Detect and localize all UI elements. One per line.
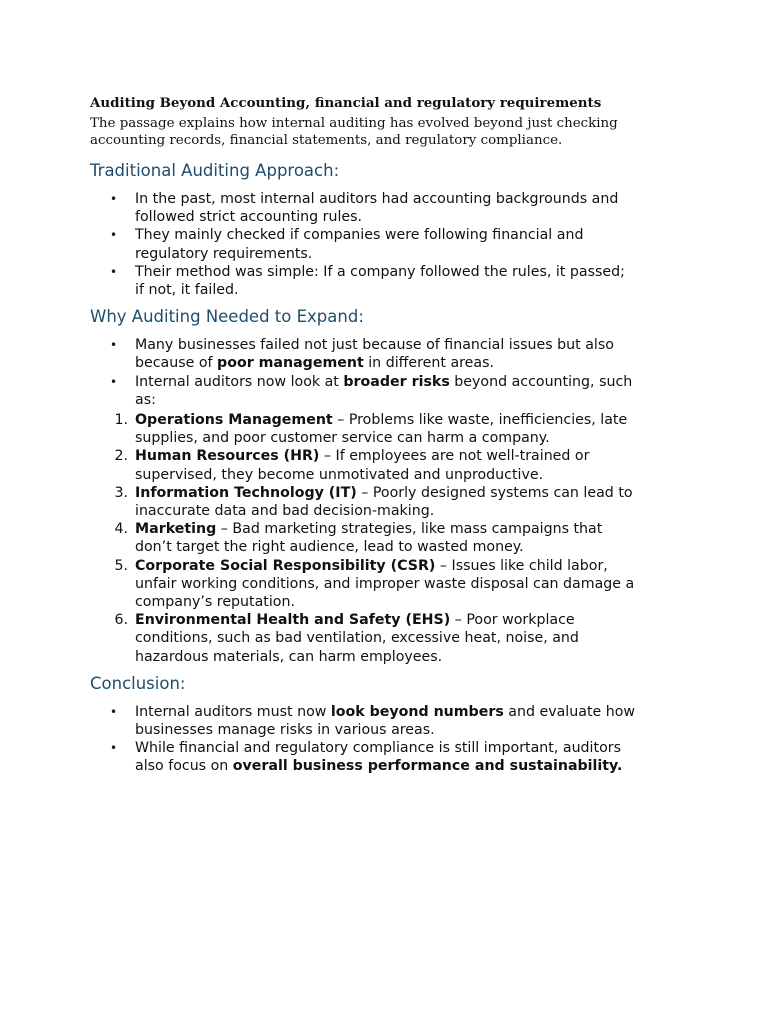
bullet-icon: •: [110, 741, 118, 756]
list-item-text-after: beyond accounting, such as:: [135, 373, 633, 408]
traditional-bullet-list: [90, 190, 635, 299]
risk-area-description: – Bad marketing strategies, like mass campaigns that don’t target the right audience, lead to wasted money.: [135, 521, 603, 556]
list-item: [90, 190, 635, 226]
risk-area-description: – If employees are not well-trained or supervised, they become unmotivated and unproductive.: [135, 448, 590, 483]
risk-area-term: Operations Management: [135, 412, 333, 429]
list-item: [90, 520, 635, 556]
risk-area-description: – Problems like waste, inefficiencies, late supplies, and poor customer service can harm a company.: [135, 412, 628, 447]
list-number: 1.: [114, 412, 128, 429]
bullet-icon: •: [110, 704, 118, 719]
list-number: 5.: [114, 557, 128, 574]
why-bullet-list: [90, 336, 635, 409]
list-item: [90, 557, 635, 612]
bullet-icon: •: [110, 338, 118, 353]
risk-area-term: Corporate Social Responsibility (CSR): [135, 557, 436, 574]
list-item-emphasis: poor management: [217, 355, 364, 372]
conclusion-bullet-list: [90, 703, 635, 776]
list-number: 6.: [114, 612, 128, 629]
list-item-emphasis: overall business performance and sustainability.: [232, 758, 623, 775]
list-item-emphasis: broader risks: [343, 373, 450, 390]
risk-area-term: Information Technology (IT): [135, 484, 357, 501]
risk-area-description: – Issues like child labor, unfair working conditions, and improper waste disposal can damage a company’s reputation.: [135, 557, 635, 611]
risk-area-description: – Poorly designed systems can lead to inaccurate data and bad decision-making.: [135, 484, 633, 520]
list-item-emphasis: look beyond numbers: [330, 703, 504, 720]
list-item-text-after: in different areas.: [363, 355, 494, 372]
bullet-icon: •: [110, 228, 118, 243]
list-item-text: In the past, most internal auditors had accounting backgrounds and followed strict accounting rules.: [135, 191, 619, 226]
document-page: [90, 94, 690, 776]
list-item-text-before: Internal auditors must now: [135, 703, 331, 720]
list-number: 3.: [114, 484, 128, 501]
risk-areas-list: [90, 411, 635, 666]
list-item-text-before: While financial and regulatory compliance is still important, auditors also focus on: [135, 740, 621, 775]
list-item: [90, 703, 635, 739]
list-number: 2.: [114, 448, 128, 465]
list-item: [90, 611, 635, 666]
bullet-icon: •: [110, 374, 118, 389]
bullet-icon: •: [110, 264, 118, 279]
risk-area-description: – Poor workplace conditions, such as bad ventilation, excessive heat, noise, and hazardous materials, can harm employees.: [135, 612, 579, 665]
document-title: Auditing Beyond Accounting, financial and regulatory requirements: [90, 95, 602, 111]
risk-area-term: Environmental Health and Safety (EHS): [135, 612, 451, 629]
list-item-text: They mainly checked if companies were following financial and regulatory requirements.: [135, 227, 584, 262]
list-item: [90, 739, 635, 775]
list-item-text: Their method was simple: If a company followed the rules, it passed; if not, it failed.: [135, 263, 625, 299]
list-item-text-before: Internal auditors now look at: [135, 373, 344, 390]
list-number: 4.: [114, 521, 128, 538]
section-heading-traditional: Traditional Auditing Approach:: [90, 161, 340, 180]
list-item: [90, 336, 635, 372]
document-intro: The passage explains how internal auditing has evolved beyond just checking accounting records, financial statements, and regulatory compliance.: [90, 116, 618, 148]
list-item: [90, 484, 635, 520]
list-item: [90, 226, 635, 262]
list-item-text-before: Many businesses failed not just because of financial issues but also because of: [135, 337, 614, 372]
list-item: [90, 411, 635, 447]
list-item: [90, 263, 635, 299]
list-item: [90, 373, 635, 409]
bullet-icon: •: [110, 192, 118, 206]
list-item-text-after: and evaluate how businesses manage risks in various areas.: [135, 703, 636, 739]
section-heading-conclusion: Conclusion:: [90, 673, 186, 693]
risk-area-term: Human Resources (HR): [135, 448, 320, 465]
risk-area-term: Marketing: [135, 521, 217, 538]
section-heading-why-expand: Why Auditing Needed to Expand:: [90, 307, 364, 327]
list-item: [90, 447, 635, 483]
